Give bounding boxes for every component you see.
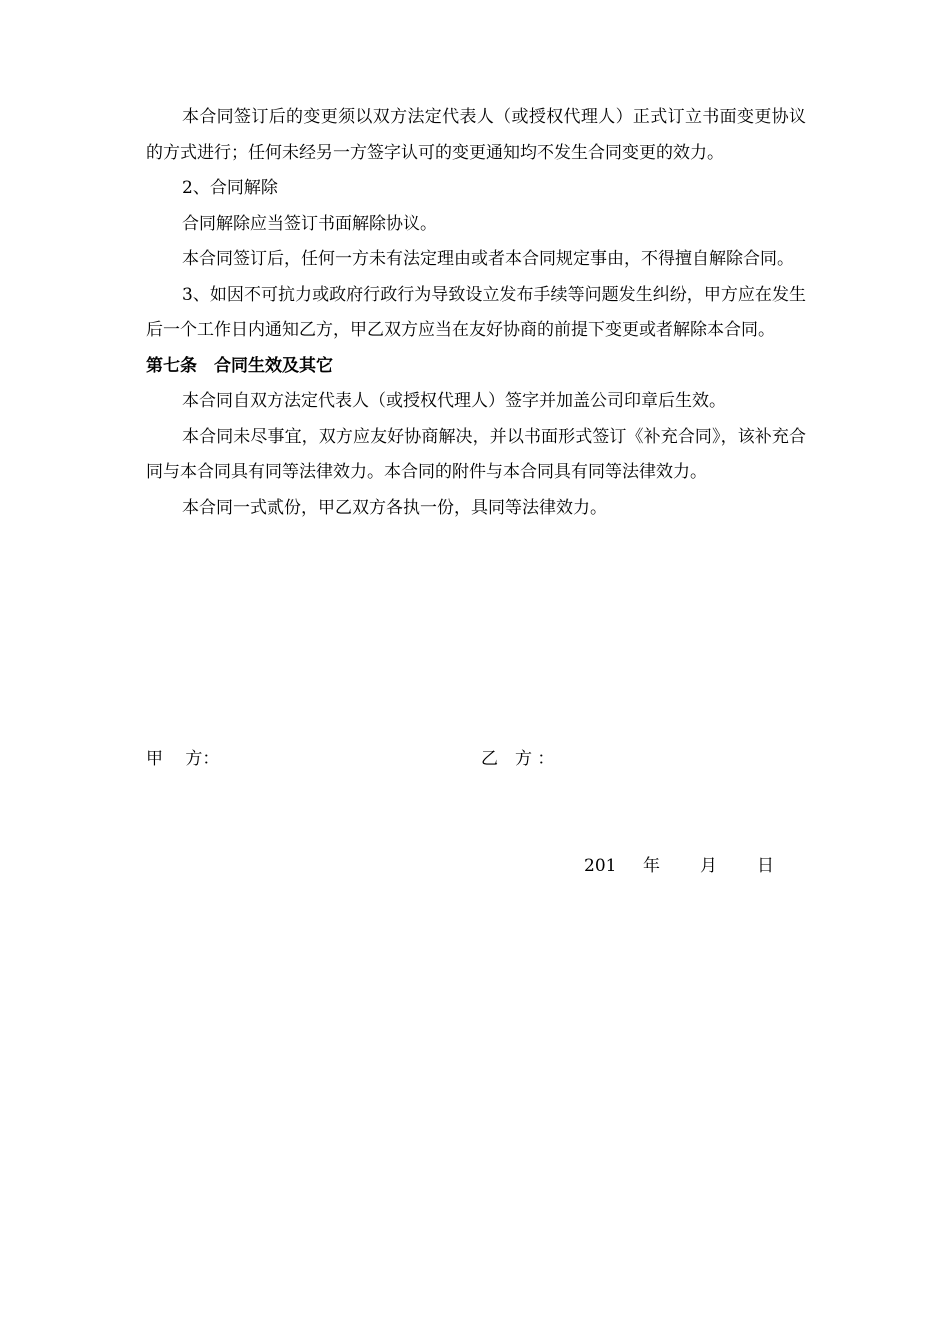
paragraph-effectiveness: 本合同自双方法定代表人（或授权代理人）签字并加盖公司印章后生效。 [182, 391, 726, 411]
paragraph-force-majeure: 3、如因不可抗力或政府行政行为导致设立发布手续等问题发生纠纷，甲方应在发生后一个工作日内通知乙方，甲乙双方应当在友好协商的前提下变更或者解除本合同。 [146, 284, 806, 340]
contract-body [146, 100, 806, 526]
date-month-unit: 月 [700, 856, 717, 876]
date-year-unit: 年 [643, 856, 660, 876]
paragraph-amendment: 本合同签订后的变更须以双方法定代表人（或授权代理人）正式订立书面变更协议的方式进行；任何未经另一方签字认可的变更通知均不发生合同变更的效力。 [146, 107, 806, 163]
paragraph-no-unilateral-termination: 本合同签订后，任何一方未有法定理由或者本合同规定事由，不得擅自解除合同。 [182, 249, 794, 269]
paragraph-termination-agreement: 合同解除应当签订书面解除协议。 [182, 213, 437, 234]
date-day-unit: 日 [757, 856, 774, 876]
signature-row [146, 744, 806, 774]
signing-date [584, 851, 774, 881]
party-b-label: 乙 方 ： [481, 749, 555, 769]
clause-termination-title: 2、合同解除 [182, 178, 278, 198]
date-year: 201 [584, 856, 617, 876]
paragraph-supplementary: 本合同未尽事宜，双方应友好协商解决，并以书面形式签订《补充合同》，该补充合同与本合同具有同等法律效力。本合同的附件与本合同具有同等法律效力。 [146, 426, 806, 482]
party-a-label: 甲 方： [146, 749, 220, 769]
paragraph-copies: 本合同一式贰份，甲乙双方各执一份，具同等法律效力。 [182, 497, 607, 518]
article-seven-heading: 第七条 合同生效及其它 [146, 355, 333, 376]
